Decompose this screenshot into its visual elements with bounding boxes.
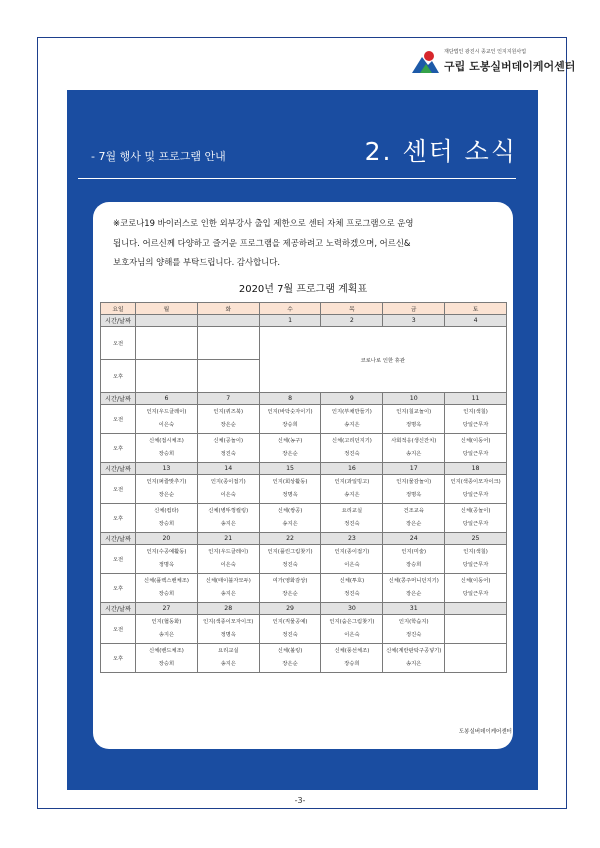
date-cell: 13 bbox=[136, 463, 198, 475]
date-cell: 7 bbox=[197, 393, 259, 405]
date-cell: 1 bbox=[259, 315, 321, 327]
notice-line: ※코로나19 바이러스로 인한 외부강사 출입 제한으로 센터 자체 프로그램으로 운영 bbox=[113, 218, 414, 228]
staff-name: 송지은 bbox=[344, 492, 360, 498]
closed-notice: 코로나로 인한 휴관 bbox=[259, 327, 506, 393]
date-cell: 24 bbox=[383, 533, 445, 545]
pm-label: 오후 bbox=[101, 360, 136, 393]
program-cell bbox=[445, 405, 507, 434]
am-row bbox=[101, 475, 507, 504]
date-cell: 17 bbox=[383, 463, 445, 475]
program-cell bbox=[445, 475, 507, 504]
program-name: 신체(이동어) bbox=[460, 578, 491, 584]
column-header: 요일 bbox=[101, 303, 136, 315]
pm-label: 오후 bbox=[101, 644, 136, 673]
program-cell bbox=[136, 504, 198, 533]
pm-label: 오후 bbox=[101, 574, 136, 603]
staff-name: 장은순 bbox=[282, 661, 298, 667]
staff-name: 정명옥 bbox=[158, 562, 175, 568]
empty-cell bbox=[136, 360, 198, 393]
program-name: 신체(공놀이) bbox=[460, 508, 491, 514]
program-cell bbox=[321, 504, 383, 533]
program-cell bbox=[136, 434, 198, 463]
staff-name: 장승희 bbox=[158, 451, 175, 457]
staff-name: 송지은 bbox=[406, 451, 422, 457]
program-name: 인지(수공예활동) bbox=[146, 549, 187, 555]
program-name: 신체(공놀이) bbox=[213, 438, 244, 444]
program-cell bbox=[321, 475, 383, 504]
program-cell bbox=[136, 405, 198, 434]
column-header: 수 bbox=[259, 303, 321, 315]
program-name: 신체(콩주머니던지기) bbox=[388, 578, 439, 584]
staff-name: 장승희 bbox=[282, 422, 298, 428]
staff-name: 장은순 bbox=[158, 492, 175, 498]
program-cell bbox=[197, 504, 259, 533]
program-name: 인지(물감놀이) bbox=[396, 479, 432, 485]
program-cell bbox=[259, 405, 321, 434]
staff-name: 이은숙 bbox=[220, 492, 236, 498]
staff-name: 송지은 bbox=[158, 632, 175, 638]
program-cell bbox=[445, 644, 507, 673]
program-cell bbox=[445, 574, 507, 603]
program-cell bbox=[445, 545, 507, 574]
program-name: 인지(직물공예) bbox=[272, 619, 308, 625]
date-cell: 15 bbox=[259, 463, 321, 475]
am-label: 오전 bbox=[101, 615, 136, 644]
date-row-label: 시간/날짜 bbox=[101, 603, 136, 615]
date-cell: 22 bbox=[259, 533, 321, 545]
staff-name: 송지은 bbox=[344, 422, 360, 428]
program-name: 인지(퍼즐맞추기) bbox=[146, 479, 187, 485]
program-cell bbox=[197, 405, 259, 434]
date-cell: 27 bbox=[136, 603, 198, 615]
staff-name: 장승희 bbox=[344, 661, 360, 667]
date-row bbox=[101, 393, 507, 405]
program-name: 인지(색칠) bbox=[463, 549, 488, 555]
program-name: 인지(색종이모자이크) bbox=[450, 479, 501, 485]
program-name: 인지(색칠) bbox=[463, 409, 488, 415]
program-name: 신체(고리던지기) bbox=[331, 438, 372, 444]
staff-name: 정진숙 bbox=[220, 451, 236, 457]
staff-name: 장은순 bbox=[220, 422, 236, 428]
program-name: 인지(바닥숫자이기) bbox=[267, 409, 313, 415]
date-cell: 16 bbox=[321, 463, 383, 475]
column-header: 월 bbox=[136, 303, 198, 315]
program-cell bbox=[197, 434, 259, 463]
date-cell: 23 bbox=[321, 533, 383, 545]
staff-name: 장승희 bbox=[158, 521, 175, 527]
program-name: 신체(투호) bbox=[339, 578, 365, 584]
program-cell bbox=[321, 545, 383, 574]
program-name: 인지(칠교놀이) bbox=[396, 409, 432, 415]
program-name: 인지(부채만들기) bbox=[331, 409, 372, 415]
staff-name: 장은순 bbox=[282, 591, 298, 597]
program-cell bbox=[259, 545, 321, 574]
date-cell: 30 bbox=[321, 603, 383, 615]
notice-line: 보호자님의 양해를 부탁드립니다. 감사합니다. bbox=[113, 257, 281, 267]
program-name: 신체(병뚜껑컬링) bbox=[208, 508, 249, 514]
date-cell: 9 bbox=[321, 393, 383, 405]
column-header: 화 bbox=[197, 303, 259, 315]
notice-text bbox=[113, 214, 497, 273]
staff-name: 이은숙 bbox=[220, 562, 236, 568]
date-cell: 18 bbox=[445, 463, 507, 475]
staff-name: 장승희 bbox=[158, 591, 175, 597]
table-title: 2020년 7월 프로그램 계획표 bbox=[238, 284, 368, 295]
program-name: 건조교육 bbox=[403, 508, 424, 514]
program-name: 신체(이동어) bbox=[460, 438, 491, 444]
program-cell bbox=[383, 504, 445, 533]
staff-name: 당일근무자 bbox=[462, 451, 489, 457]
program-name: 신체(농구) bbox=[277, 438, 303, 444]
staff-name: 송지은 bbox=[282, 521, 298, 527]
program-cell bbox=[383, 545, 445, 574]
program-cell bbox=[383, 644, 445, 673]
program-cell bbox=[445, 504, 507, 533]
program-cell bbox=[136, 545, 198, 574]
empty-cell bbox=[197, 327, 259, 360]
program-name: 인지(학습지) bbox=[398, 619, 429, 625]
section-menu: - 7월 행사 및 프로그램 안내 bbox=[91, 150, 226, 163]
date-cell bbox=[445, 603, 507, 615]
am-row bbox=[101, 405, 507, 434]
date-row bbox=[101, 603, 507, 615]
staff-name: 당일근무자 bbox=[462, 521, 489, 527]
staff-name: 이은숙 bbox=[344, 562, 360, 568]
program-cell bbox=[136, 644, 198, 673]
date-cell: 2 bbox=[321, 315, 383, 327]
date-cell: 10 bbox=[383, 393, 445, 405]
date-row-label: 시간/날짜 bbox=[101, 463, 136, 475]
staff-name: 정진숙 bbox=[282, 632, 298, 638]
column-header: 금 bbox=[383, 303, 445, 315]
date-row bbox=[101, 315, 507, 327]
date-cell: 21 bbox=[197, 533, 259, 545]
date-cell: 4 bbox=[445, 315, 507, 327]
program-name: 인지(색종이모자이크) bbox=[203, 619, 254, 625]
program-cell bbox=[445, 615, 507, 644]
divider bbox=[78, 178, 516, 179]
staff-name: 이은숙 bbox=[158, 422, 175, 428]
date-cell bbox=[136, 315, 198, 327]
staff-name: 정진숙 bbox=[344, 451, 360, 457]
staff-name: 송지은 bbox=[220, 661, 236, 667]
staff-name: 정진숙 bbox=[344, 591, 360, 597]
program-name: 요리교실 bbox=[218, 648, 239, 654]
program-cell bbox=[136, 615, 198, 644]
program-cell bbox=[445, 434, 507, 463]
staff-name: 장승희 bbox=[158, 661, 175, 667]
staff-name: 당일근무자 bbox=[462, 562, 489, 568]
program-name: 신체(계란판탁구공넣기) bbox=[386, 648, 442, 654]
program-cell bbox=[197, 574, 259, 603]
pm-row bbox=[101, 574, 507, 603]
staff-name: 정명옥 bbox=[406, 422, 422, 428]
staff-name: 이은숙 bbox=[344, 632, 360, 638]
program-name: 신체(볼링) bbox=[277, 648, 303, 654]
program-name: 신체(쌍공) bbox=[277, 508, 303, 514]
date-row bbox=[101, 463, 507, 475]
date-cell bbox=[197, 315, 259, 327]
program-cell bbox=[321, 405, 383, 434]
date-cell: 29 bbox=[259, 603, 321, 615]
program-name: 인지(종이접기) bbox=[210, 479, 246, 485]
program-name: 인지(회상활동) bbox=[272, 479, 308, 485]
program-cell bbox=[136, 475, 198, 504]
program-cell bbox=[259, 434, 321, 463]
program-cell bbox=[197, 475, 259, 504]
section-title: 2. 센터 소식 bbox=[364, 137, 517, 166]
program-cell bbox=[259, 475, 321, 504]
date-cell: 3 bbox=[383, 315, 445, 327]
program-cell bbox=[383, 405, 445, 434]
staff-name: 장은순 bbox=[406, 591, 422, 597]
column-header: 토 bbox=[445, 303, 507, 315]
staff-name: 당일근무자 bbox=[462, 422, 489, 428]
program-name: 인지(플린그림찾기) bbox=[267, 549, 313, 555]
page-number: -3- bbox=[294, 796, 306, 805]
program-cell bbox=[197, 615, 259, 644]
program-cell bbox=[321, 644, 383, 673]
program-name: 요리교실 bbox=[341, 508, 363, 514]
program-name: 신체(접시체조) bbox=[148, 438, 184, 444]
staff-name: 정명옥 bbox=[220, 632, 236, 638]
program-name: 신체(풍선체조) bbox=[334, 648, 370, 654]
staff-name: 정명옥 bbox=[282, 492, 298, 498]
date-cell: 6 bbox=[136, 393, 198, 405]
pm-label: 오후 bbox=[101, 504, 136, 533]
table-footer-org: 도봉실버데이케어센터 bbox=[458, 729, 512, 735]
staff-name: 당일근무자 bbox=[462, 591, 489, 597]
staff-name: 송지은 bbox=[406, 661, 422, 667]
program-name: 인지(종이접기) bbox=[334, 549, 370, 555]
program-name: 인지(우드클레이) bbox=[146, 409, 187, 415]
date-cell: 20 bbox=[136, 533, 198, 545]
staff-name: 장승희 bbox=[406, 562, 422, 568]
staff-name: 송지은 bbox=[220, 521, 236, 527]
program-cell bbox=[259, 615, 321, 644]
program-name: 여가(영화감상) bbox=[272, 578, 308, 584]
program-name: 인지(우드클레이) bbox=[208, 549, 249, 555]
date-row bbox=[101, 533, 507, 545]
program-name: 사회적응(생신잔치) bbox=[391, 438, 437, 444]
empty-cell bbox=[136, 327, 198, 360]
staff-name: 정진숙 bbox=[406, 632, 422, 638]
program-name: 신체(밴드체조) bbox=[148, 648, 184, 654]
column-header: 목 bbox=[321, 303, 383, 315]
staff-name: 당일근무자 bbox=[462, 492, 489, 498]
date-cell: 8 bbox=[259, 393, 321, 405]
pm-row bbox=[101, 434, 507, 463]
logo-mountain-icon bbox=[410, 48, 440, 74]
program-cell bbox=[197, 644, 259, 673]
program-cell bbox=[383, 574, 445, 603]
staff-name: 정명옥 bbox=[406, 492, 422, 498]
program-name: 인지(과일빙고) bbox=[334, 479, 370, 485]
staff-name: 송지은 bbox=[220, 591, 236, 597]
program-cell bbox=[383, 615, 445, 644]
staff-name: 정진숙 bbox=[344, 521, 360, 527]
pm-row bbox=[101, 644, 507, 673]
program-table bbox=[100, 302, 507, 673]
am-label: 오전 bbox=[101, 545, 136, 574]
header-row bbox=[101, 303, 507, 315]
am-row bbox=[101, 615, 507, 644]
program-cell bbox=[259, 504, 321, 533]
date-row-label: 시간/날짜 bbox=[101, 315, 136, 327]
program-cell bbox=[136, 574, 198, 603]
am-label: 오전 bbox=[101, 475, 136, 504]
am-row bbox=[101, 545, 507, 574]
staff-name: 정진숙 bbox=[282, 562, 298, 568]
pm-row bbox=[101, 504, 507, 533]
pm-label: 오후 bbox=[101, 434, 136, 463]
program-cell bbox=[321, 574, 383, 603]
date-row-label: 시간/날짜 bbox=[101, 533, 136, 545]
empty-cell bbox=[197, 360, 259, 393]
program-cell bbox=[383, 475, 445, 504]
notice-line: 됩니다. 어르신께 다양하고 즐거운 프로그램을 제공하려고 노력하겠으며, 어르신& bbox=[113, 237, 411, 248]
program-cell bbox=[321, 615, 383, 644]
program-cell bbox=[197, 545, 259, 574]
date-cell: 28 bbox=[197, 603, 259, 615]
staff-name: 장은순 bbox=[406, 521, 422, 527]
date-cell: 11 bbox=[445, 393, 507, 405]
date-cell: 31 bbox=[383, 603, 445, 615]
date-row-label: 시간/날짜 bbox=[101, 393, 136, 405]
program-name: 인지(숨은그림찾기) bbox=[329, 619, 375, 625]
program-name: 신체(플렉스밴체조) bbox=[143, 578, 189, 584]
program-cell bbox=[259, 644, 321, 673]
program-cell bbox=[383, 434, 445, 463]
date-cell: 14 bbox=[197, 463, 259, 475]
program-name: 인지(미술) bbox=[401, 549, 427, 555]
program-name: 신체(컵타) bbox=[154, 508, 179, 514]
am-label: 오전 bbox=[101, 327, 136, 360]
staff-name: 장은순 bbox=[282, 451, 298, 457]
program-name: 인지(퀴즈북) bbox=[213, 409, 244, 415]
org-logo bbox=[410, 46, 576, 78]
program-cell bbox=[321, 434, 383, 463]
program-name: 신체(태이블자모두) bbox=[205, 578, 251, 584]
am-label: 오전 bbox=[101, 405, 136, 434]
program-cell bbox=[259, 574, 321, 603]
date-cell: 25 bbox=[445, 533, 507, 545]
logo-name: 구립 도봉실버데이케어센터 bbox=[444, 60, 576, 73]
logo-subtitle: 재단법인 광진시 종교인 인지지원사업 bbox=[444, 49, 527, 55]
program-name: 인지(협동화) bbox=[151, 619, 182, 625]
am-row bbox=[101, 327, 507, 360]
